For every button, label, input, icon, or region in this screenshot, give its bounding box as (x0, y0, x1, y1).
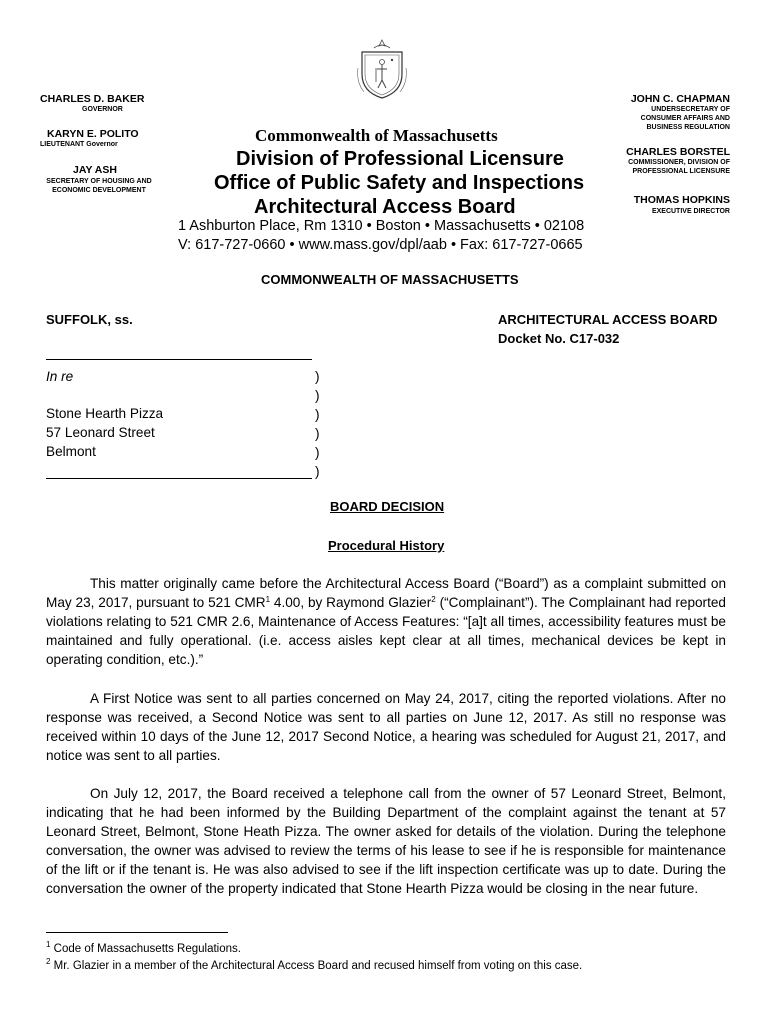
governor-title: GOVERNOR (82, 106, 123, 113)
massachusetts-seal-icon (354, 38, 410, 100)
commissioner-title: COMMISSIONER, DIVISION OF PROFESSIONAL LICENSURE (628, 159, 730, 175)
office-contact: V: 617-727-0660 • www.mass.gov/dpl/aab • Fax: 617-727-0665 (178, 237, 583, 253)
footnote-ref-2: 2 (431, 595, 436, 604)
office-heading: Office of Public Safety and Inspections (214, 172, 585, 194)
lt-governor-name: KARYN E. POLITO (47, 128, 139, 140)
footnote-rule (46, 932, 228, 933)
paragraph-complaint: This matter originally came before the Architectural Access Board (“Board”) as a complaint submitted on May 23, 2017, pursuant to 521 CMR$^1$ 4.00, by Raymond Glazier$^2$ (“Complainant”). The Complainant had reported violations relating to 521 CMR 2.6, Maintenance of Access Features: “[a]t all times, accessibility features must be maintained and fully operational. (i.e. access aisles kept clear at all times, mechanical devices be kept in operating condition, etc.).” (46, 576, 726, 667)
caption-paren: ) (315, 464, 320, 479)
respondent-name: Stone Hearth Pizza (46, 406, 164, 421)
respondent-town: Belmont (46, 444, 96, 459)
paragraph-telephone-call: On July 12, 2017, the Board received a telephone call from the owner of 57 Leonard Street, Belmont, indicating that he had been informed by the Building Department of the complaint against the tenant at 57 Leonard Street, Belmont, Stone Heath Pizza. The owner asked for details of the violation. During the telephone conversation, the owner was advised to review the terms of his lease to see if he is responsible for maintenance of the lift or if the tenant is. He was also advised to see if the lift inspection certificate was up to date. During the conversation the owner of the property indicated that Stone Hearth Pizza would be closing in the near future. (46, 786, 726, 896)
undersecretary-name: JOHN C. CHAPMAN (630, 93, 730, 105)
caption-paren: ) (315, 388, 320, 403)
footnote-1: $^1$ Code of Massachusetts Regulations. (46, 940, 241, 955)
caption-paren: ) (315, 445, 320, 460)
section-title: Procedural History (328, 538, 445, 553)
caption-bottom-rule (46, 478, 312, 479)
decision-title: BOARD DECISION (330, 499, 445, 514)
secretary-title: SECRETARY OF HOUSING AND ECONOMIC DEVELOPMENT (46, 178, 152, 194)
docket-number: Docket No. C17-032 (498, 331, 620, 346)
caption-top-rule (46, 359, 312, 360)
footnote-ref-1: 1 (265, 595, 271, 604)
footnote-2: $^2$ Mr. Glazier in a member of the Architectural Access Board and recused himself from voting on this case. (46, 957, 583, 972)
commonwealth-heading: Commonwealth of Massachusetts (255, 126, 498, 145)
office-address: 1 Ashburton Place, Rm 1310 • Boston • Massachusetts • 02108 (178, 218, 585, 234)
paragraph-notices: A First Notice was sent to all parties concerned on May 24, 2017, citing the reported violations. After no response was received, a Second Notice was sent to all parties on June 12, 2017. As still no response was received within 10 days of the June 12, 2017 Second Notice, a hearing was scheduled for August 21, 2017, and notice was sent to all parties. (46, 691, 726, 763)
county-label: SUFFOLK, ss. (46, 312, 133, 327)
board-heading: Architectural Access Board (254, 196, 516, 218)
respondent-street: 57 Leonard Street (46, 425, 155, 440)
caption-paren: ) (315, 407, 320, 422)
board-caption: ARCHITECTURAL ACCESS BOARD (498, 312, 718, 327)
secretary-name: JAY ASH (73, 164, 117, 176)
commissioner-name: CHARLES BORSTEL (626, 146, 730, 158)
executive-director-title: EXECUTIVE DIRECTOR (651, 208, 730, 215)
executive-director-name: THOMAS HOPKINS (633, 194, 730, 206)
governor-name: CHARLES D. BAKER (40, 93, 145, 105)
undersecretary-title: UNDERSECRETARY OF CONSUMER AFFAIRS AND BUSINESS REGULATION (640, 106, 730, 131)
caption-paren: ) (315, 426, 320, 441)
caption-paren: ) (315, 369, 320, 384)
lt-governor-title: LIEUTENANT Governor (40, 141, 118, 148)
division-heading: Division of Professional Licensure (236, 148, 564, 170)
caption-heading: COMMONWEALTH OF MASSACHUSETTS (261, 272, 519, 287)
in-re-label: In re (46, 369, 74, 384)
